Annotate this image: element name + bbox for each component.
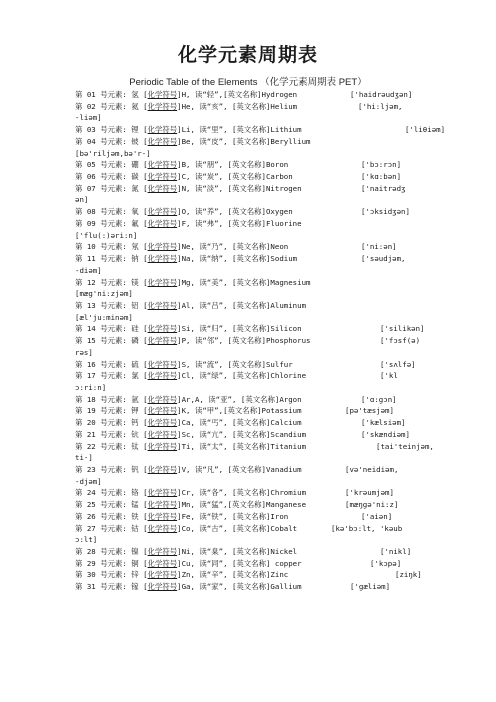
entry-number-name: 第 26 号元素: 铁 [	[75, 511, 148, 521]
entry-details: ]Li, 读“里”, [英文名称]Lithium	[177, 125, 302, 135]
element-entry	[75, 323, 485, 335]
entry-details: ]Mn, 读“猛”,[英文名称]Manganese	[177, 500, 307, 510]
entry-number-name: 第 04 号元素: 铍 [	[75, 136, 148, 146]
entry-details: ]Co, 读“古”, [英文名称]Cobalt	[177, 523, 298, 533]
entry-number-name: 第 10 号元素: 氖 [	[75, 242, 148, 252]
pronunciation: [pə'tæsjəm]	[345, 406, 394, 416]
pronunciation-continuation: ɔ:ri:n]	[75, 382, 107, 392]
pronunciation-continuation: ti-]	[75, 453, 93, 463]
entry-details: ]Mg, 读“美”, [英文名称]Magnesium	[177, 277, 311, 287]
pronunciation: ['skændiəm]	[361, 429, 410, 439]
pronunciation: ['sʌlfə]	[380, 359, 416, 369]
pronunciation: ['silikən]	[380, 324, 425, 334]
entry-details: ]Be, 读“皮”, [英文名称]Beryllium	[177, 136, 311, 146]
entry-details: ]Ca, 读“丐”, [英文名称]Calcium	[177, 418, 302, 428]
entry-details: ]Sc, 读“亢”, [英文名称]Scandium	[177, 429, 307, 439]
entry-line	[75, 89, 485, 101]
entry-line	[75, 429, 485, 441]
element-entry	[75, 171, 485, 183]
element-entry	[75, 124, 485, 136]
entry-number-name: 第 14 号元素: 硅 [	[75, 324, 148, 334]
chemical-symbol-link[interactable]: 化学符号	[147, 277, 178, 287]
element-entry	[75, 511, 485, 523]
chemical-symbol-link[interactable]: 化学符号	[147, 125, 178, 135]
pronunciation: ['krəumjəm]	[345, 488, 394, 498]
entry-details: ]Ni, 读“臬”, [英文名称]Nickel	[177, 547, 298, 557]
entry-details: ]N, 读“淡”, [英文名称]Nitrogen	[177, 183, 302, 193]
entry-details: ]Ar,A, 读“亚”, [英文名称]Argon	[177, 394, 302, 404]
chemical-symbol-link[interactable]: 化学符号	[147, 418, 178, 428]
entry-line	[75, 569, 485, 581]
entry-details: ]C, 读“炭”, [英文名称]Carbon	[177, 172, 293, 182]
pronunciation-continuation: -djəm]	[75, 476, 102, 486]
entry-details: ]O, 读“养”, [英文名称]Oxygen	[177, 207, 293, 217]
pronunciation: ['gæliəm]	[350, 582, 391, 592]
chemical-symbol-link[interactable]: 化学符号	[147, 160, 178, 170]
entry-details: ]V, 读“凡”, [英文名称]Vanadium	[177, 465, 302, 474]
chemical-symbol-link[interactable]: 化学符号	[147, 465, 178, 474]
chemical-symbol-link[interactable]: 化学符号	[147, 394, 178, 404]
entry-line	[75, 546, 485, 558]
element-entry	[75, 277, 485, 300]
pronunciation: ['ɔksidʒən]	[361, 207, 410, 217]
entry-number-name: 第 09 号元素: 氟 [	[75, 218, 148, 228]
entry-number-name: 第 23 号元素: 钒 [	[75, 465, 148, 474]
chemical-symbol-link[interactable]: 化学符号	[147, 183, 178, 193]
chemical-symbol-link[interactable]: 化学符号	[147, 207, 178, 217]
chemical-symbol-link[interactable]: 化学符号	[147, 500, 178, 510]
pronunciation-continuation: ɔ:lt]	[75, 535, 98, 545]
pronunciation: [kə'bɔ:lt, 'kəub	[331, 523, 403, 533]
element-entry	[75, 300, 485, 323]
entry-number-name: 第 21 号元素: 钪 [	[75, 429, 148, 439]
chemical-symbol-link[interactable]: 化学符号	[147, 406, 178, 416]
pronunciation: ['səudjəm,	[361, 254, 406, 264]
pronunciation: ['kælsiəm]	[361, 418, 406, 428]
entry-line	[75, 370, 485, 382]
entry-line	[75, 558, 485, 570]
entry-number-name: 第 27 号元素: 钴 [	[75, 523, 148, 533]
page-title: 化学元素周期表	[177, 44, 318, 66]
entry-details: ]Ga, 读“家”, [英文名称]Gallium	[177, 582, 302, 592]
chemical-symbol-link[interactable]: 化学符号	[147, 488, 178, 498]
entry-details: ]Cl, 读“绿”, [英文名称]Chlorine	[177, 371, 307, 381]
element-entry	[75, 136, 485, 159]
entry-line	[75, 464, 485, 476]
entry-line	[75, 218, 485, 230]
entry-number-name: 第 16 号元素: 硫 [	[75, 359, 148, 369]
chemical-symbol-link[interactable]: 化学符号	[147, 547, 178, 557]
chemical-symbol-link[interactable]: 化学符号	[147, 136, 178, 146]
entry-line	[75, 159, 485, 171]
pronunciation: ['liθiəm]	[405, 125, 446, 135]
entry-line	[75, 335, 485, 347]
pronunciation: ['kɔpə]	[370, 558, 402, 568]
entry-number-name: 第 11 号元素: 钠 [	[75, 254, 148, 264]
entry-number-name: 第 17 号元素: 氯 [	[75, 371, 148, 381]
chemical-symbol-link[interactable]: 化学符号	[147, 570, 178, 580]
pronunciation-continuation: rəs]	[75, 347, 93, 357]
element-list	[75, 89, 485, 593]
entry-details: ]F, 读“弗”, [英文名称]Fluorine	[177, 218, 302, 228]
entry-number-name: 第 31 号元素: 镓 [	[75, 582, 148, 592]
pronunciation-continuation: -liəm]	[75, 113, 102, 123]
pronunciation: ['aiən]	[361, 511, 393, 521]
entry-details: ]Ne, 读“乃”, [英文名称]Neon	[177, 242, 289, 252]
pronunciation: [mæŋgə'ni:z]	[345, 500, 399, 510]
pronunciation: ['naitrədʒ	[361, 183, 406, 193]
chemical-symbol-link[interactable]: 化学符号	[147, 359, 178, 369]
entry-number-name: 第 15 号元素: 磷 [	[75, 336, 148, 346]
element-entry	[75, 441, 485, 464]
chemical-symbol-link[interactable]: 化学符号	[147, 90, 178, 99]
entry-line	[75, 206, 485, 218]
entry-number-name: 第 20 号元素: 钙 [	[75, 418, 148, 428]
chemical-symbol-link[interactable]: 化学符号	[147, 300, 178, 310]
chemical-symbol-link[interactable]: 化学符号	[147, 254, 178, 264]
entry-details: ]B, 读“朋”, [英文名称]Boron	[177, 160, 289, 170]
entry-details: ]Fe, 读“铁”, [英文名称]Iron	[177, 511, 289, 521]
entry-number-name: 第 25 号元素: 锰 [	[75, 500, 148, 510]
pronunciation: ['haidrəudʒən]	[350, 90, 413, 99]
element-entry	[75, 523, 485, 546]
pronunciation: ['ɑ:gɔn]	[361, 394, 397, 404]
chemical-symbol-link[interactable]: 化学符号	[147, 523, 178, 533]
entry-line	[75, 581, 485, 593]
element-entry	[75, 218, 485, 241]
entry-line	[75, 101, 485, 113]
element-entry	[75, 335, 485, 358]
chemical-symbol-link[interactable]: 化学符号	[147, 336, 178, 346]
chemical-symbol-link[interactable]: 化学符号	[147, 441, 178, 451]
entry-line	[75, 136, 485, 148]
entry-number-name: 第 03 号元素: 锂 [	[75, 125, 148, 135]
pronunciation-continuation: [bə'riljəm,bə'r-]	[75, 148, 151, 158]
entry-line	[75, 511, 485, 523]
pronunciation: ['kl	[380, 371, 398, 381]
entry-details: ]P, 读“邻”, [英文名称]Phosphorus	[177, 336, 311, 346]
element-entry	[75, 429, 485, 441]
entry-number-name: 第 28 号元素: 镍 [	[75, 547, 148, 557]
entry-details: ]Cr, 读“各”, [英文名称]Chromium	[177, 488, 307, 498]
entry-line	[75, 523, 485, 535]
entry-number-name: 第 12 号元素: 镁 [	[75, 277, 148, 287]
pronunciation: [tai'teinjəm,	[376, 441, 434, 451]
pronunciation: [ziŋk]	[395, 570, 422, 580]
entry-line	[75, 359, 485, 371]
entry-details: ]K, 读“甲”,[英文名称]Potassium	[177, 406, 302, 416]
entry-line	[75, 171, 485, 183]
chemical-symbol-link[interactable]: 化学符号	[147, 582, 178, 592]
entry-number-name: 第 05 号元素: 硼 [	[75, 160, 148, 170]
entry-line	[75, 277, 485, 289]
pronunciation-continuation: ['flu(:)əri:n]	[75, 230, 138, 240]
entry-details: ]Si, 读“归”, [英文名称]Silicon	[177, 324, 302, 334]
pronunciation: ['bɔ:rɔn]	[361, 160, 402, 170]
entry-details: ]H, 读“轻”,[英文名称]Hydrogen	[177, 90, 298, 99]
entry-line	[75, 499, 485, 511]
page-subtitle: Periodic Table of the Elements （化学元素周期表 PET）	[129, 77, 367, 88]
entry-number-name: 第 01 号元素: 氢 [	[75, 90, 148, 99]
chemical-symbol-link[interactable]: 化学符号	[147, 101, 178, 111]
chemical-symbol-link[interactable]: 化学符号	[147, 558, 178, 568]
pronunciation: ['ni:ən]	[361, 242, 397, 252]
element-entry	[75, 241, 485, 253]
element-entry	[75, 499, 485, 511]
entry-line	[75, 183, 485, 195]
entry-number-name: 第 06 号元素: 碳 [	[75, 172, 148, 182]
element-entry	[75, 183, 485, 206]
entry-details: ]He, 读“亥”, [英文名称]Helium	[177, 101, 298, 111]
pronunciation: ['kɑ:bən]	[361, 172, 402, 182]
element-entry	[75, 159, 485, 171]
pronunciation: ['hi:ljəm,	[358, 101, 403, 111]
element-entry	[75, 101, 485, 124]
element-entry	[75, 487, 485, 499]
pronunciation-continuation: ən]	[75, 195, 89, 205]
entry-details: ]Ti, 读“太”, [英文名称]Titanium	[177, 441, 307, 451]
pronunciation: ['fɔsf(ə)	[380, 336, 421, 346]
entry-line	[75, 394, 485, 406]
element-entry	[75, 581, 485, 593]
chemical-symbol-link[interactable]: 化学符号	[147, 172, 178, 182]
chemical-symbol-link[interactable]: 化学符号	[147, 324, 178, 334]
element-entry	[75, 206, 485, 218]
chemical-symbol-link[interactable]: 化学符号	[147, 371, 178, 381]
entry-line	[75, 405, 485, 417]
entry-details: ]Al, 读“吕”, [英文名称]Aluminum	[177, 300, 307, 310]
element-entry	[75, 359, 485, 371]
entry-details: ]Na, 读“纳”, [英文名称]Sodium	[177, 254, 298, 264]
chemical-symbol-link[interactable]: 化学符号	[147, 429, 178, 439]
entry-details: ]S, 读“流”, [英文名称]Sulfur	[177, 359, 293, 369]
entry-number-name: 第 08 号元素: 氧 [	[75, 207, 148, 217]
chemical-symbol-link[interactable]: 化学符号	[147, 218, 178, 228]
pronunciation-continuation: [æl'ju:minəm]	[75, 312, 133, 322]
pronunciation-continuation: [mæg'ni:zjəm]	[75, 289, 133, 299]
element-entry	[75, 417, 485, 429]
chemical-symbol-link[interactable]: 化学符号	[147, 242, 178, 252]
element-entry	[75, 394, 485, 406]
element-entry	[75, 89, 485, 101]
entry-number-name: 第 22 号元素: 钛 [	[75, 441, 148, 451]
entry-number-name: 第 19 号元素: 钾 [	[75, 406, 148, 416]
element-entry	[75, 464, 485, 487]
entry-line	[75, 417, 485, 429]
entry-line	[75, 241, 485, 253]
pronunciation: ['nikl]	[380, 547, 412, 557]
element-entry	[75, 370, 485, 393]
entry-line	[75, 300, 485, 312]
pronunciation: [və'neidiəm,	[345, 465, 399, 474]
entry-number-name: 第 18 号元素: 氩 [	[75, 394, 148, 404]
entry-number-name: 第 29 号元素: 铜 [	[75, 558, 148, 568]
pronunciation-continuation: -diəm]	[75, 265, 102, 275]
element-entry	[75, 546, 485, 558]
element-entry	[75, 405, 485, 417]
entry-details: ]Cu, 读“同”, [英文名称] copper	[177, 558, 302, 568]
entry-number-name: 第 13 号元素: 铝 [	[75, 300, 148, 310]
element-entry	[75, 558, 485, 570]
element-entry	[75, 569, 485, 581]
element-entry	[75, 253, 485, 276]
entry-number-name: 第 24 号元素: 铬 [	[75, 488, 148, 498]
entry-line	[75, 487, 485, 499]
entry-number-name: 第 02 号元素: 氦 [	[75, 101, 148, 111]
entry-number-name: 第 30 号元素: 锌 [	[75, 570, 148, 580]
entry-number-name: 第 07 号元素: 氮 [	[75, 183, 148, 193]
entry-details: ]Zn, 读“辛”, [英文名称]Zinc	[177, 570, 289, 580]
entry-line	[75, 253, 485, 265]
chemical-symbol-link[interactable]: 化学符号	[147, 511, 178, 521]
